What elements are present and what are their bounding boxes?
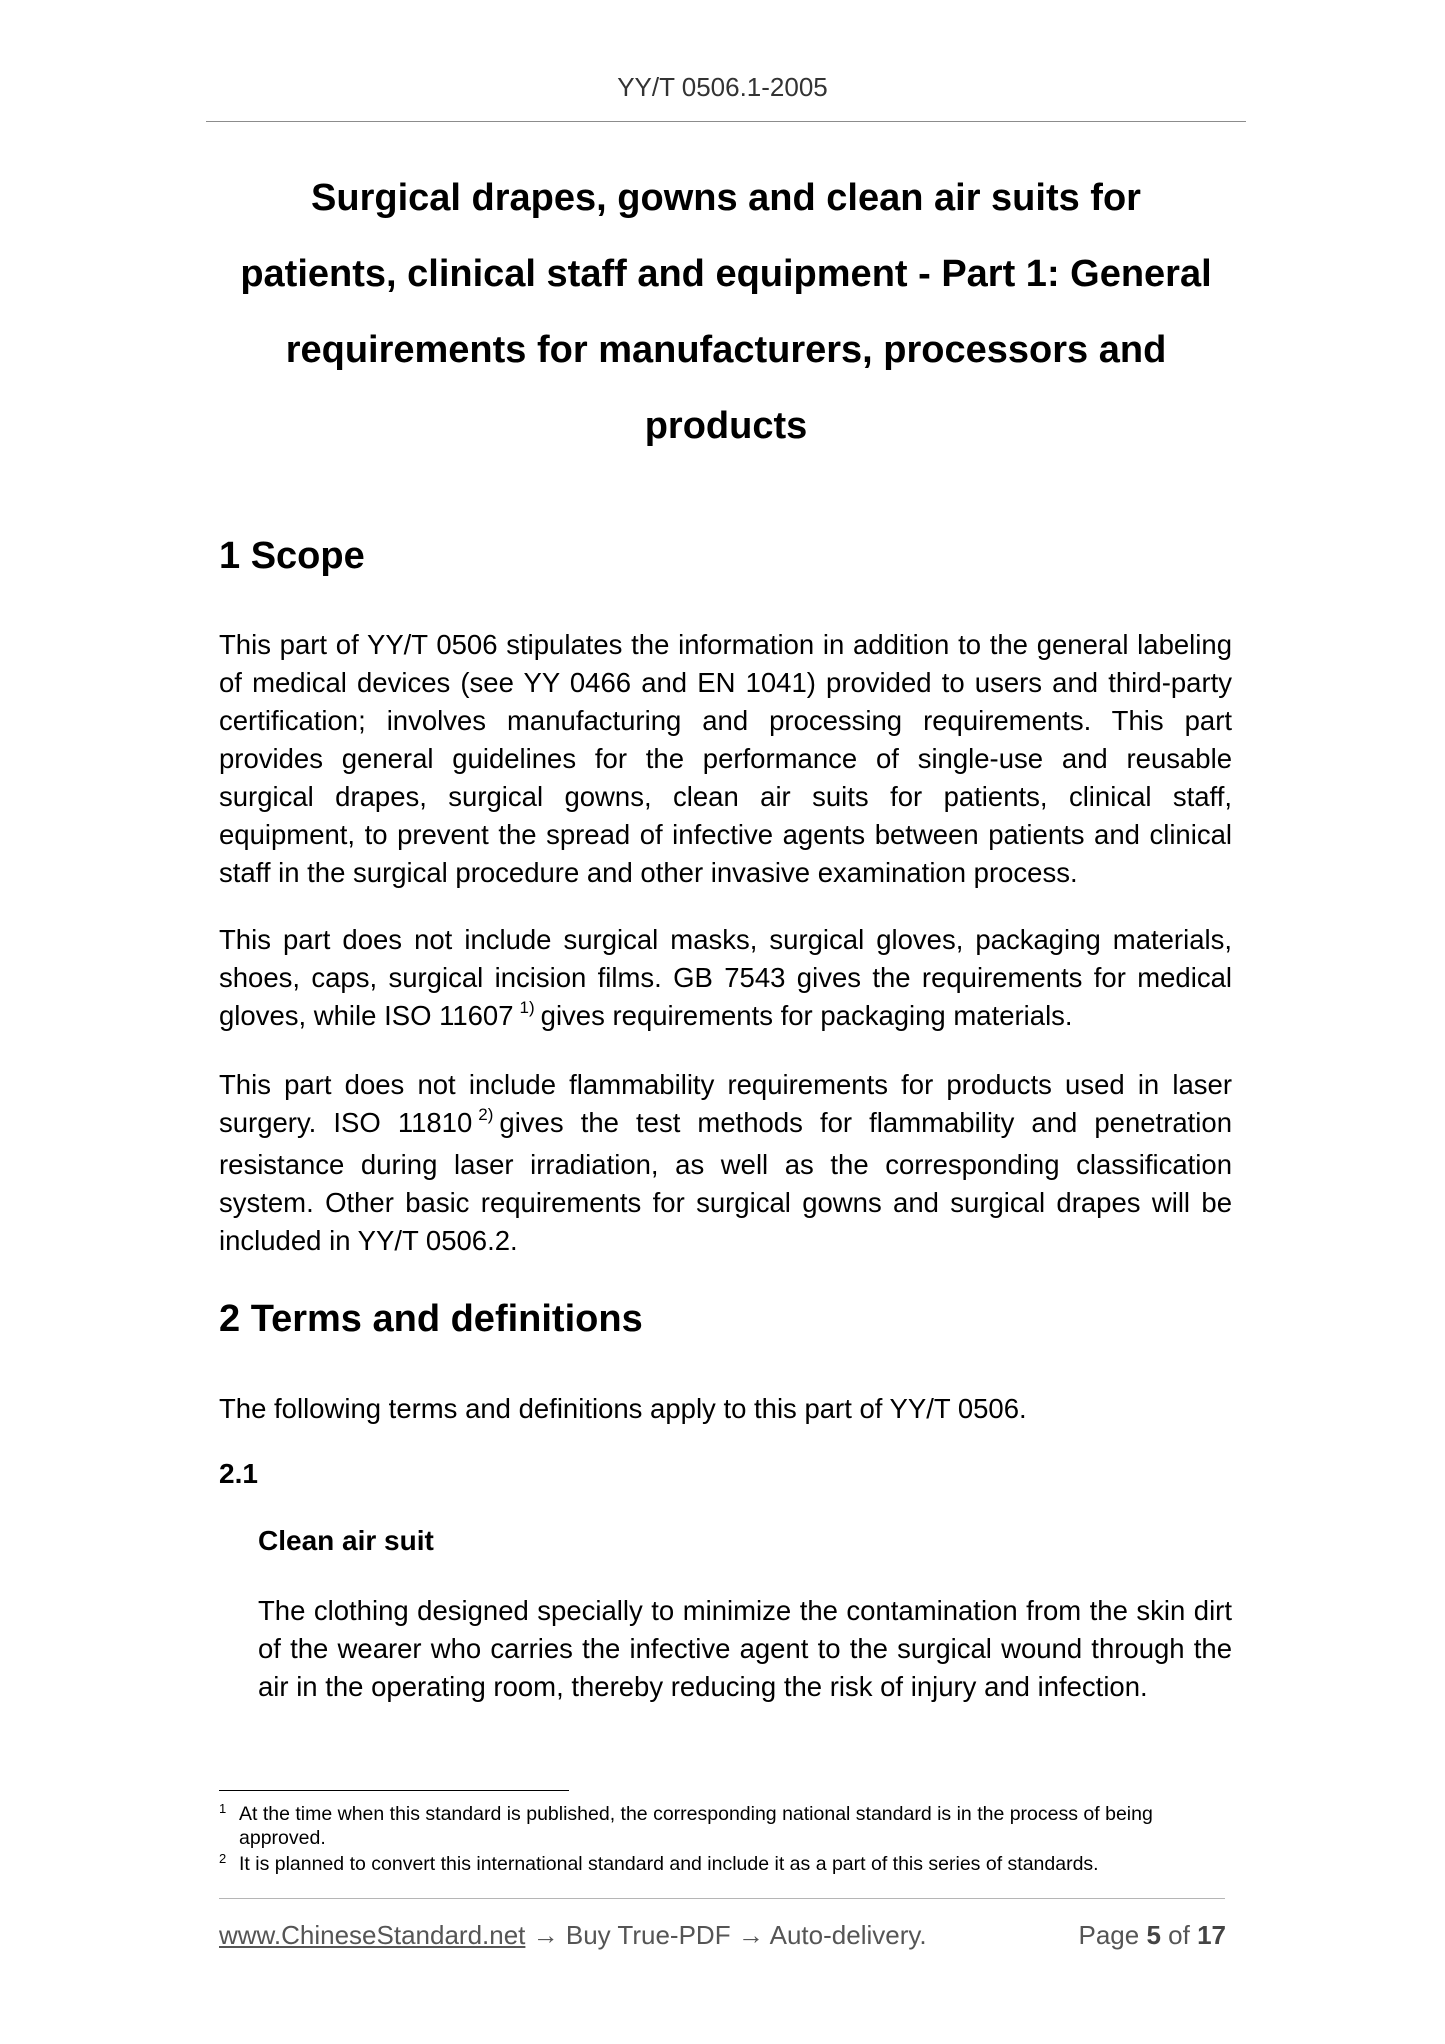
footnote-mark: 1	[219, 1801, 227, 1816]
footnote-2	[219, 1852, 1232, 1876]
scope-p2-text-after: gives requirements for packaging materials.	[540, 1000, 1073, 1031]
page-label: Page	[1078, 1920, 1140, 1950]
footer-divider	[219, 1898, 1225, 1899]
page-total: 17	[1197, 1920, 1226, 1950]
term-definition: The clothing designed specially to minimize the contamination from the skin dirt of the wearer who carries the infective agent to the surgical wound through the air in the operating room, thereby reducing the risk of injury and infection.	[258, 1595, 1232, 1702]
title-line-1: Surgical drapes, gowns and clean air suits for	[311, 177, 1141, 219]
term-title: Clean air suit	[258, 1525, 434, 1556]
arrow-right-icon: →	[737, 1920, 764, 1950]
page-indicator	[1078, 1920, 1226, 1951]
auto-delivery-text: Auto-delivery.	[769, 1920, 927, 1950]
scope-heading: 1 Scope	[219, 535, 365, 577]
footnote-ref-2[interactable]: 2)	[478, 1105, 494, 1124]
terms-heading: 2 Terms and definitions	[219, 1298, 643, 1340]
footnote-text: It is planned to convert this international standard and include it as a part of this series of standards.	[239, 1853, 1099, 1875]
footnote-text: At the time when this standard is published, the corresponding national standard is in the process of being approved.	[239, 1803, 1153, 1849]
header-divider	[206, 121, 1246, 122]
clause-number: 2.1	[219, 1458, 258, 1489]
terms-intro: The following terms and definitions apply to this part of YY/T 0506.	[219, 1393, 1027, 1424]
footer-promo	[219, 1920, 927, 1951]
scope-paragraph-1: This part of YY/T 0506 stipulates the information in addition to the general labeling of medical devices (see YY 0466 and EN 1041) provided to users and third-party certification; involves manufacturing and processing requirements. This part provides general guidelines for the performance of single-use and reusable surgical drapes, surgical gowns, clean air suits for patients, clinical staff, equipment, to prevent the spread of infective agents between patients and clinical staff in the surgical procedure and other invasive examination process.	[219, 629, 1232, 888]
footnote-1	[219, 1802, 1232, 1850]
footnote-divider	[219, 1790, 569, 1791]
document-id-header: YY/T 0506.1-2005	[617, 72, 828, 102]
arrow-right-icon: →	[532, 1920, 559, 1950]
page-current: 5	[1146, 1920, 1161, 1950]
scope-p2-text-before: This part does not include surgical masks, surgical gloves, packaging materials, shoes, caps, surgical incision films. GB 7543 gives the requirements for medical gloves, while ISO 11607	[219, 924, 1232, 1031]
of-label: of	[1168, 1920, 1190, 1950]
title-line-4: products	[644, 405, 808, 447]
scope-p3-text-before: This part does not include flammability requirements for products used in laser surgery. ISO 11810	[219, 1069, 1232, 1138]
scope-paragraph-2	[219, 921, 1232, 1039]
title-line-3: requirements for manufacturers, processors and	[285, 329, 1167, 371]
footnote-ref-1[interactable]: 1)	[519, 998, 535, 1017]
buy-pdf-text: Buy True-PDF	[565, 1920, 731, 1950]
website-link[interactable]: www.ChineseStandard.net	[219, 1920, 526, 1950]
page-title	[206, 160, 1246, 464]
footnote-mark: 2	[219, 1851, 227, 1866]
scope-p3-text-after: gives the test methods for flammability and penetration resistance during laser irradiation, as well as the corresponding classification system. Other basic requirements for surgical gowns and surgical drapes will be included in YY/T 0506.2.	[219, 1107, 1232, 1256]
title-line-2: patients, clinical staff and equipment - Part 1: General	[240, 253, 1212, 295]
scope-paragraph-3	[219, 1066, 1232, 1260]
